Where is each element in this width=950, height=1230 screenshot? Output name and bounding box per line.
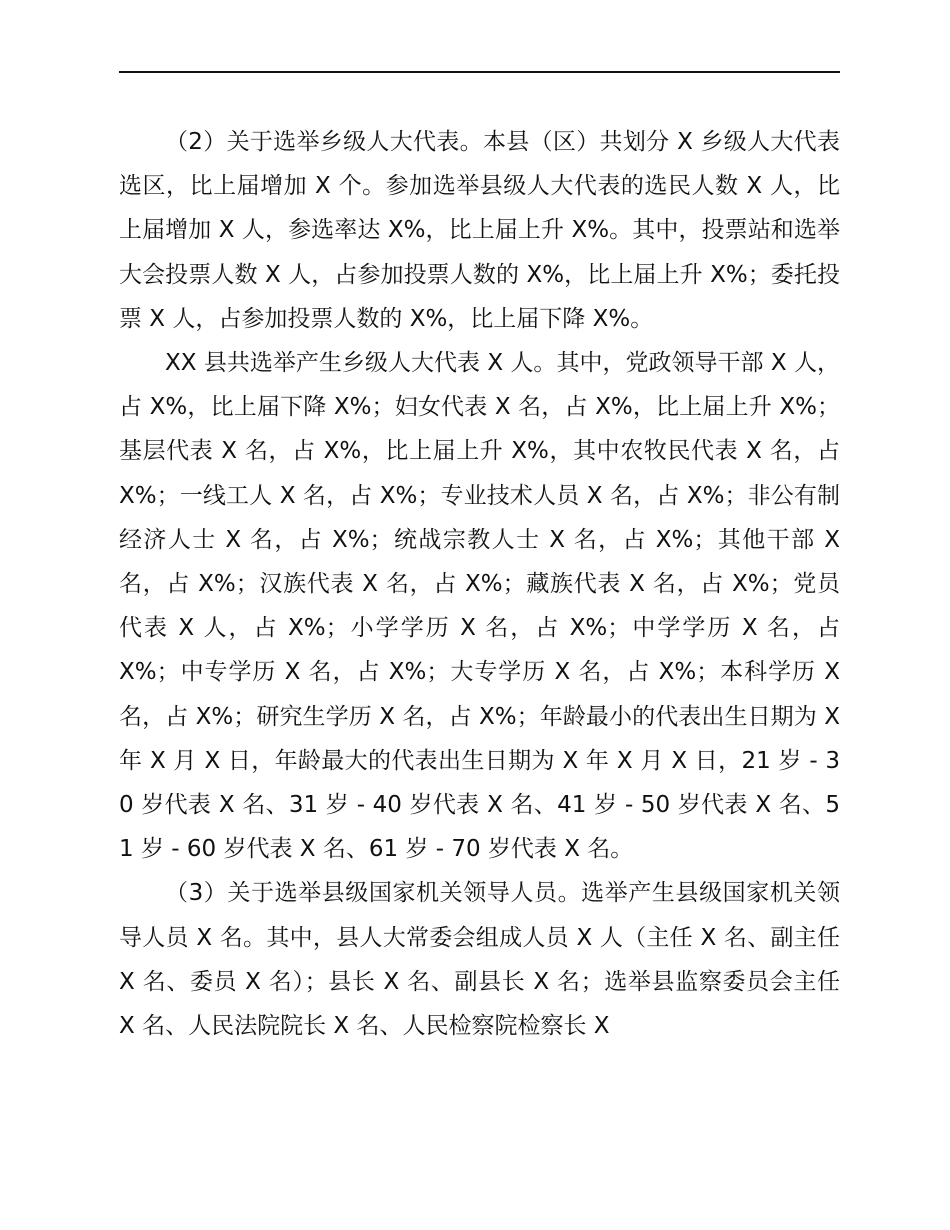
paragraph-township-election: （2）关于选举乡级人大代表。本县（区）共划分 X 乡级人大代表选区，比上届增加 X 个。参加选举县级人大代表的选民人数 X 人，比上届增加 X 人，参选率达 X%，比上届上升 X%。其中，投票站和选举大会投票人数 X 人，占参加投票人数的 X%，比上届上升 X%；委托投票 X 人，占参加投票人数的 X%，比上届下降 X%。 <box>119 129 840 332</box>
paragraph-county-leaders: （3）关于选举县级国家机关领导人员。选举产生县级国家机关领导人员 X 名。其中，县人大常委会组成人员 X 人（主任 X 名、副主任 X 名、委员 X 名）；县长 X 名、副县长 X 名；选举县监察委员会主任 X 名、人民法院院长 X 名、人民检察院检察长 X <box>119 880 840 1040</box>
document-body <box>119 120 840 1048</box>
header-rule <box>119 71 840 73</box>
paragraph-deputy-composition: XX 县共选举产生乡级人大代表 X 人。其中，党政领导干部 X 人，占 X%，比上届下降 X%；妇女代表 X 名，占 X%，比上届上升 X%；基层代表 X 名，占 X%，比上届上升 X%，其中农牧民代表 X 名，占 X%；一线工人 X 名，占 X%；专业技术人员 X 名，占 X%；非公有制经济人士 X 名，占 X%；统战宗教人士 X 名，占 X%；其他干部 X 名，占 X%；汉族代表 X 名，占 X%；藏族代表 X 名，占 X%；党员代表 X 人，占 X%；小学学历 X 名，占 X%；中学学历 X 名，占 X%；中专学历 X 名，占 X%；大专学历 X 名，占 X%；本科学历 X 名，占 X%；研究生学历 X 名，占 X%；年龄最小的代表出生日期为 X 年 X 月 X 日，年龄最大的代表出生日期为 X 年 X 月 X 日，21 岁 - 30 岁代表 X 名、31 岁 - 40 岁代表 X 名、41 岁 - 50 岁代表 X 名、51 岁 - 60 岁代表 X 名、61 岁 - 70 岁代表 X 名。 <box>119 350 840 863</box>
